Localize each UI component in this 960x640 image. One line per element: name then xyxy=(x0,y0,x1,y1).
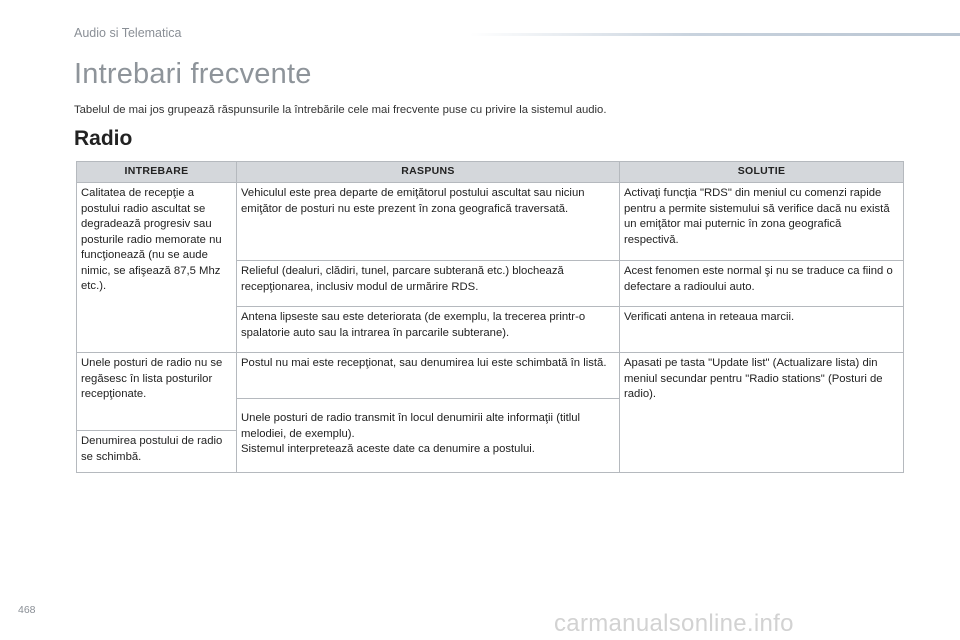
column-header-question: INTREBARE xyxy=(77,162,237,183)
page-title: Intrebari frecvente xyxy=(74,58,312,90)
faq-table xyxy=(76,161,904,473)
answer-cell xyxy=(237,399,620,473)
column-header-solution: SOLUTIE xyxy=(620,162,904,183)
answer-line: Unele posturi de radio transmit în locul denumirii alte informaţii (titlul melodiei, de exemplu). xyxy=(241,412,581,440)
intro-text: Tabelul de mai jos grupează răspunsurile la întrebările cele mai frecvente puse cu privire la sistemul audio. xyxy=(74,104,607,116)
answer-line: Sistemul interpretează aceste date ca denumire a postului. xyxy=(241,443,535,456)
table-row xyxy=(77,183,904,261)
question-cell: Unele posturi de radio nu se regăsesc în lista posturilor recepţionate. xyxy=(77,353,237,431)
answer-cell: Relieful (dealuri, clădiri, tunel, parcare subterană etc.) blochează recepţionarea, inclusiv modul de urmărire RDS. xyxy=(237,261,620,307)
header-divider-bar xyxy=(470,33,960,36)
table-header-row xyxy=(77,162,904,183)
solution-cell: Apasati pe tasta "Update list" (Actualizare lista) din meniul secundar pentru "Radio stations" (Posturi de radio). xyxy=(620,353,904,473)
table-row xyxy=(77,353,904,399)
solution-cell: Acest fenomen este normal şi nu se traduce ca fiind o defectare a radioului auto. xyxy=(620,261,904,307)
section-header: Audio si Telematica xyxy=(74,26,182,40)
question-cell: Calitatea de recepţie a postului radio ascultat se degradează progresiv sau posturile radio memorate nu funcţionează (nu se aude nimic, se afişează 87,5 Mhz etc.). xyxy=(77,183,237,353)
answer-cell: Antena lipseste sau este deteriorata (de exemplu, la trecerea printr-o spalatorie auto sau la intrarea în parcarile subterane). xyxy=(237,307,620,353)
solution-cell: Activaţi funcţia "RDS" din meniul cu comenzi rapide pentru a permite sistemului să verifice dacă nu există un emiţător mai puternic în zona geografică respectivă. xyxy=(620,183,904,261)
answer-cell: Vehiculul este prea departe de emiţătorul postului ascultat sau niciun emiţător de posturi nu este prezent în zona geografică traversată. xyxy=(237,183,620,261)
watermark: carmanualsonline.info xyxy=(554,610,794,637)
page-number: 468 xyxy=(18,604,36,616)
answer-cell: Postul nu mai este recepţionat, sau denumirea lui este schimbată în listă. xyxy=(237,353,620,399)
section-subtitle: Radio xyxy=(74,127,133,150)
question-cell: Denumirea postului de radio se schimbă. xyxy=(77,431,237,473)
solution-cell: Verificati antena in reteaua marcii. xyxy=(620,307,904,353)
column-header-answer: RASPUNS xyxy=(237,162,620,183)
